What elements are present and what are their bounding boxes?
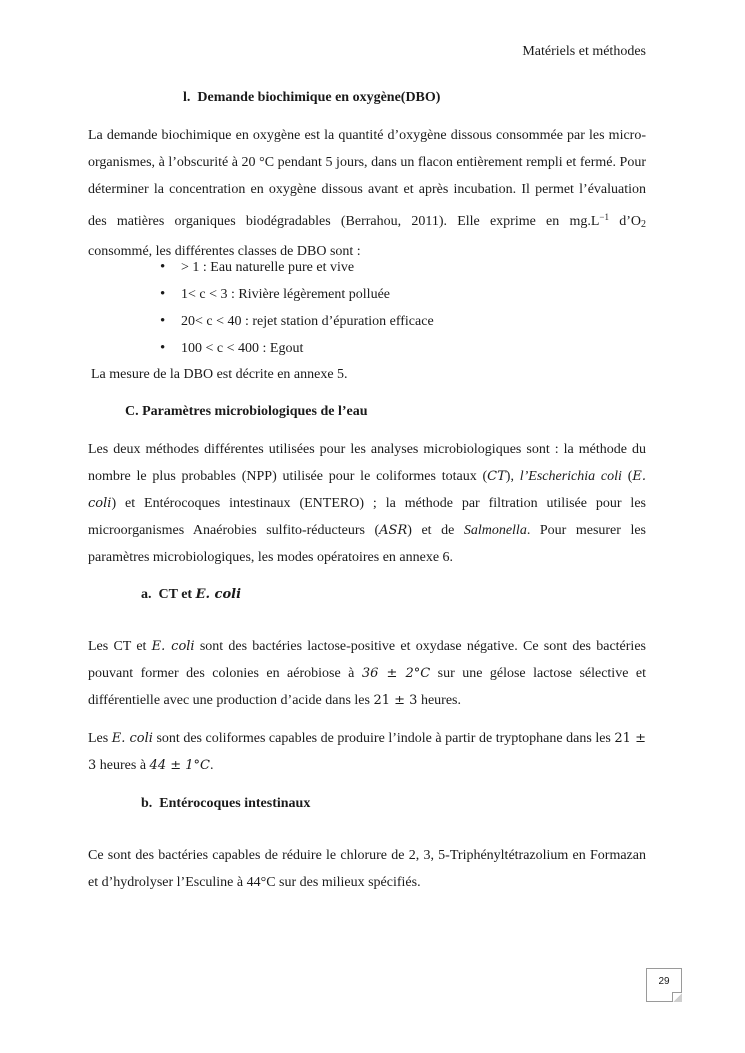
italic-escherichia: l’Escherichia coli bbox=[519, 468, 622, 484]
text-run: sont des bactéries lactose-positive et oxydase négative. Ce sont des bactéries pouvant former des colonies en aérobiose à bbox=[88, 639, 646, 681]
heading-title: Entérocoques intestinaux bbox=[159, 796, 311, 811]
page-number: 29 bbox=[658, 976, 670, 987]
text-run: d’O bbox=[609, 213, 641, 229]
text-run: ), bbox=[505, 468, 520, 484]
text-run: Les bbox=[88, 731, 112, 746]
text-run: ) et Entérocoques intestinaux (ENTERO) ; la méthode par filtration utilisée pour les microorganismes Anaérobies sulfito-réducteurs ( bbox=[88, 495, 646, 538]
math-hours: 21 ± 3 bbox=[373, 692, 418, 708]
math-hours: 21 ± 3 bbox=[88, 731, 646, 773]
math-temp: 36 ± 2°C bbox=[361, 665, 431, 681]
heading-number: b. bbox=[141, 796, 153, 811]
paragraph-enterocoques: Ce sont des bactéries capables de réduire le chlorure de 2, 3, 5-Triphényltétrazolium en Formazan et d’hydrolyser l’Esculine à 44°C sur des milieux spécifiés. bbox=[88, 848, 646, 890]
page-number-box bbox=[646, 968, 682, 1002]
list-item: • > 1 : Eau naturelle pure et vive bbox=[160, 254, 434, 281]
math-ecoli: E. coli bbox=[151, 639, 195, 654]
text-run: ( bbox=[621, 468, 633, 484]
math-ct: CT bbox=[487, 468, 506, 484]
text-run: ) et de bbox=[407, 522, 464, 538]
text-run: Les CT et bbox=[88, 639, 152, 654]
paragraph-ct-2 bbox=[88, 726, 646, 780]
list-item: • 1< c < 3 : Rivière légèrement polluée bbox=[160, 281, 434, 308]
math-asr: ASR bbox=[379, 522, 408, 538]
text-run: heures à bbox=[96, 757, 150, 773]
text-run: . bbox=[209, 757, 214, 773]
heading-microbio bbox=[125, 404, 368, 420]
unit-exponent: −1 bbox=[599, 211, 609, 222]
text-run: sur une gélose lactose sélective et différentielle avec une production d’acide dans les bbox=[88, 665, 646, 708]
paragraph-microbio bbox=[88, 437, 646, 572]
o2-subscript: 2 bbox=[641, 218, 646, 230]
italic-salmonella: Salmonella bbox=[463, 522, 527, 538]
heading-title: CT et bbox=[158, 587, 196, 602]
heading-ct-ecoli bbox=[141, 587, 241, 603]
heading-number: C. bbox=[125, 404, 139, 419]
heading-number: a. bbox=[141, 587, 152, 602]
list-item: • 100 < c < 400 : Egout bbox=[160, 335, 434, 362]
running-header: Matériels et méthodes bbox=[522, 44, 646, 59]
text-run: sont des coliformes capables de produire l’indole à partir de tryptophane dans les bbox=[152, 731, 615, 746]
math-ecoli: E. coli bbox=[88, 468, 647, 511]
heading-number: l. bbox=[183, 90, 191, 105]
paragraph-ct-1 bbox=[88, 634, 646, 715]
text-run: . Pour mesurer les paramètres microbiologiques, les modes opératoires en annexe 6. bbox=[88, 522, 647, 565]
heading-math: E. coli bbox=[195, 587, 242, 602]
text-run: Les deux méthodes différentes utilisées pour les analyses microbiologiques sont : la méthode du nombre le plus probables (NPP) utilisée pour le coliformes totaux ( bbox=[88, 442, 646, 484]
paragraph-dbo bbox=[88, 123, 646, 266]
dbo-measure-note: La mesure de la DBO est décrite en annexe 5. bbox=[91, 367, 348, 382]
dbo-class-list bbox=[160, 254, 434, 362]
heading-title: Paramètres microbiologiques de l’eau bbox=[142, 404, 368, 419]
heading-dbo bbox=[183, 90, 440, 106]
text-run: consommé, les différentes classes de DBO sont : bbox=[88, 243, 361, 259]
heading-enterocoques bbox=[141, 796, 310, 812]
heading-title: Demande biochimique en oxygène(DBO) bbox=[197, 90, 441, 105]
text-run: La demande biochimique en oxygène est la quantité d’oxygène dissous consommée par les micro-organismes, à l’obscurité à 20 °C pendant 5 jours, dans un flacon entièrement rempli et fermé. Pour déterminer la concentration en oxygène dissous avant et après incubation. Il permet l’évaluation des matières organiques biodégradables (Berrahou, 2011). Elle exprime en mg.L bbox=[88, 128, 646, 229]
text-run: heures. bbox=[417, 692, 461, 708]
list-item: • 20< c < 40 : rejet station d’épuration efficace bbox=[160, 308, 434, 335]
math-temp: 44 ± 1°C bbox=[149, 757, 210, 773]
math-ecoli: E. coli bbox=[111, 731, 153, 746]
